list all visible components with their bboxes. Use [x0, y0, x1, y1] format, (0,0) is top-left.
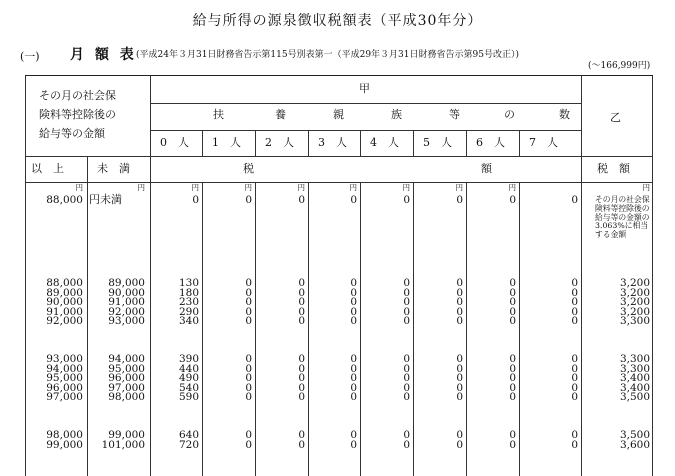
row-from: 98,000 — [46, 429, 83, 441]
row-value-4: 0 — [403, 277, 410, 289]
row-value-3: 0 — [350, 429, 357, 441]
row-value-4: 0 — [403, 372, 410, 385]
row-value-5: 0 — [456, 194, 463, 206]
row-otsu: 3,400 — [619, 372, 650, 385]
row-value-6: 0 — [509, 353, 516, 365]
row-value-0: 720 — [178, 438, 199, 451]
count-col-divider — [308, 130, 309, 156]
amount-label-line-2: 険料等控除後の — [39, 108, 116, 121]
count-col-divider — [466, 130, 467, 156]
row-value-6: 0 — [509, 296, 516, 309]
unit-label: 円 — [508, 183, 516, 192]
unit-label: 円 — [402, 183, 410, 192]
row-to: 91,000 — [108, 296, 145, 309]
row-value-4: 0 — [403, 305, 410, 318]
value-col-divider — [466, 182, 467, 476]
col-divider-otsu — [581, 76, 582, 476]
section-number: (一) — [20, 50, 40, 63]
row-value-4: 0 — [403, 429, 410, 441]
gaku-label: 額 — [481, 162, 492, 175]
row-otsu: 3,200 — [619, 277, 650, 289]
value-col-divider — [519, 182, 520, 476]
count-col-divider — [360, 130, 361, 156]
row-value-6: 0 — [509, 277, 516, 289]
dependents-char: 扶 — [213, 108, 224, 121]
row-value-2: 0 — [298, 277, 305, 289]
zei-label: 税 — [243, 162, 254, 175]
row-otsu: 3,200 — [619, 296, 650, 309]
row-otsu: 3,300 — [619, 315, 650, 328]
row-value-7: 0 — [571, 315, 578, 328]
row-value-4: 0 — [403, 286, 410, 299]
count-label-0: 0 人 — [160, 136, 189, 149]
row-value-5: 0 — [456, 372, 463, 385]
row-value-3: 0 — [350, 372, 357, 385]
row-value-7: 0 — [571, 372, 578, 385]
row-to: 97,000 — [108, 381, 145, 394]
count-label-4: 4 人 — [370, 136, 399, 149]
row-value-3: 0 — [350, 296, 357, 309]
row-value-5: 0 — [456, 438, 463, 451]
row-to: 円未満 — [89, 193, 122, 206]
row-from: 88,000 — [46, 194, 83, 206]
row-value-1: 0 — [245, 438, 252, 451]
section-name: 月 額 表 — [70, 47, 137, 63]
row-value-5: 0 — [456, 429, 463, 441]
row-from: 99,000 — [46, 438, 83, 451]
amount-label-line-1: その月の社会保 — [39, 89, 116, 102]
table-border-left — [25, 76, 26, 476]
table-border-right — [652, 76, 653, 476]
row-value-2: 0 — [298, 353, 305, 365]
count-label-1: 1 人 — [212, 136, 241, 149]
row-value-2: 0 — [298, 362, 305, 375]
value-col-divider — [308, 182, 309, 476]
row-value-5: 0 — [456, 353, 463, 365]
counts-top-rule — [150, 130, 581, 131]
dependents-char: 親 — [333, 108, 344, 121]
row-to: 98,000 — [108, 391, 145, 404]
value-col-divider — [413, 182, 414, 476]
value-col-divider — [360, 182, 361, 476]
row-otsu: 3,500 — [619, 429, 650, 441]
row-value-0: 180 — [178, 286, 199, 299]
row-value-0: 590 — [178, 391, 199, 404]
row-from: 94,000 — [46, 362, 83, 375]
dependents-char: 数 — [559, 108, 570, 121]
row-value-1: 0 — [245, 296, 252, 309]
row-value-1: 0 — [245, 391, 252, 404]
row-to: 93,000 — [108, 315, 145, 328]
row-value-3: 0 — [350, 194, 357, 206]
zeigaku-label: 税 額 — [597, 162, 630, 175]
row-value-2: 0 — [298, 391, 305, 404]
unit-label: 円 — [137, 183, 145, 192]
row-value-7: 0 — [571, 296, 578, 309]
subheader-bottom-rule — [25, 182, 653, 183]
row-value-4: 0 — [403, 315, 410, 328]
section-legal-note: (平成24年３月31日財務省告示第115号別表第一（平成29年３月31日財務省告示第95号改正）) — [136, 50, 519, 60]
row-value-3: 0 — [350, 381, 357, 394]
col-miman-label: 未 満 — [97, 162, 130, 175]
row-from: 89,000 — [46, 286, 83, 299]
row-value-7: 0 — [571, 429, 578, 441]
row-to: 94,000 — [108, 353, 145, 365]
col-divider-amount — [150, 76, 151, 476]
unit-label: 円 — [455, 183, 463, 192]
dependents-char: 養 — [275, 108, 286, 121]
row-to: 89,000 — [108, 277, 145, 289]
row-to: 90,000 — [108, 286, 145, 299]
row-otsu: 3,300 — [619, 353, 650, 365]
row-value-5: 0 — [456, 391, 463, 404]
unit-label: 円 — [642, 183, 650, 192]
row-value-1: 0 — [245, 315, 252, 328]
row-value-0: 130 — [178, 277, 199, 289]
row-to: 95,000 — [108, 362, 145, 375]
row-value-5: 0 — [456, 315, 463, 328]
row-otsu: 3,400 — [619, 381, 650, 394]
row-value-7: 0 — [571, 353, 578, 365]
row-value-1: 0 — [245, 277, 252, 289]
count-label-5: 5 人 — [423, 136, 452, 149]
row-value-7: 0 — [571, 286, 578, 299]
row-value-4: 0 — [403, 353, 410, 365]
row-value-3: 0 — [350, 362, 357, 375]
unit-label: 円 — [191, 183, 199, 192]
row-value-2: 0 — [298, 315, 305, 328]
row-to: 92,000 — [108, 305, 145, 318]
row-from: 90,000 — [46, 296, 83, 309]
ko-underline — [150, 103, 581, 104]
row-value-4: 0 — [403, 438, 410, 451]
row-value-1: 0 — [245, 305, 252, 318]
row-value-6: 0 — [509, 372, 516, 385]
row-value-6: 0 — [509, 391, 516, 404]
row-value-3: 0 — [350, 438, 357, 451]
unit-label: 円 — [244, 183, 252, 192]
row-value-6: 0 — [509, 438, 516, 451]
row-value-5: 0 — [456, 305, 463, 318]
row-value-0: 290 — [178, 305, 199, 318]
row-value-0: 640 — [178, 429, 199, 441]
row-value-0: 230 — [178, 296, 199, 309]
row-value-3: 0 — [350, 391, 357, 404]
page-title: 給与所得の源泉徴収税額表（平成30年分） — [192, 13, 483, 29]
count-col-divider — [519, 130, 520, 156]
row-value-5: 0 — [456, 277, 463, 289]
row-value-7: 0 — [571, 381, 578, 394]
row-value-6: 0 — [509, 315, 516, 328]
count-col-divider — [202, 130, 203, 156]
row-value-6: 0 — [509, 194, 516, 206]
unit-label: 円 — [349, 183, 357, 192]
row-value-2: 0 — [298, 194, 305, 206]
unit-label: 円 — [75, 183, 83, 192]
row-value-1: 0 — [245, 286, 252, 299]
row-value-6: 0 — [509, 429, 516, 441]
count-col-divider — [413, 130, 414, 156]
row-value-7: 0 — [571, 391, 578, 404]
row-value-6: 0 — [509, 381, 516, 394]
row-otsu: 3,600 — [619, 438, 650, 451]
dependents-char: の — [504, 108, 515, 121]
row-value-7: 0 — [571, 362, 578, 375]
amount-label-line-3: 給与等の金額 — [39, 127, 105, 140]
dependents-char: 等 — [449, 108, 460, 121]
withholding-tax-table — [25, 75, 653, 476]
header-bottom-rule — [25, 156, 653, 157]
row-value-5: 0 — [456, 296, 463, 309]
unit-label: 円 — [297, 183, 305, 192]
value-col-divider — [255, 182, 256, 476]
row-value-6: 0 — [509, 305, 516, 318]
row-value-2: 0 — [298, 296, 305, 309]
row-value-1: 0 — [245, 353, 252, 365]
row-value-4: 0 — [403, 296, 410, 309]
count-label-2: 2 人 — [265, 136, 294, 149]
value-col-divider — [202, 182, 203, 476]
row-otsu: 3,300 — [619, 362, 650, 375]
row-to: 101,000 — [101, 438, 145, 451]
row-from: 96,000 — [46, 381, 83, 394]
row-from: 92,000 — [46, 315, 83, 328]
row-from: 95,000 — [46, 372, 83, 385]
row-otsu: 3,200 — [619, 286, 650, 299]
row-to: 99,000 — [108, 429, 145, 441]
row-value-3: 0 — [350, 353, 357, 365]
row-otsu: 3,500 — [619, 391, 650, 404]
row-value-0: 390 — [178, 353, 199, 365]
col-ijou-label: 以 上 — [31, 162, 64, 175]
row-value-1: 0 — [245, 194, 252, 206]
count-col-divider — [255, 130, 256, 156]
row-value-2: 0 — [298, 429, 305, 441]
row-value-3: 0 — [350, 277, 357, 289]
otsu-rate-note: その月の社会保険料等控除後の給与等の金額の3.063%に相当する金額 — [595, 195, 650, 240]
ko-label: 甲 — [359, 82, 370, 95]
row-value-6: 0 — [509, 286, 516, 299]
row-value-1: 0 — [245, 372, 252, 385]
row-value-4: 0 — [403, 362, 410, 375]
row-value-7: 0 — [571, 438, 578, 451]
row-value-2: 0 — [298, 438, 305, 451]
row-value-0: 440 — [178, 362, 199, 375]
row-value-4: 0 — [403, 194, 410, 206]
row-value-1: 0 — [245, 362, 252, 375]
row-value-5: 0 — [456, 362, 463, 375]
row-from: 91,000 — [46, 305, 83, 318]
row-from: 93,000 — [46, 353, 83, 365]
row-value-3: 0 — [350, 286, 357, 299]
row-value-2: 0 — [298, 305, 305, 318]
row-value-0: 340 — [178, 315, 199, 328]
range-note: (〜166,999円) — [588, 61, 651, 71]
row-value-1: 0 — [245, 381, 252, 394]
row-value-4: 0 — [403, 391, 410, 404]
row-otsu: 3,200 — [619, 305, 650, 318]
row-value-7: 0 — [571, 277, 578, 289]
row-to: 96,000 — [108, 372, 145, 385]
row-value-7: 0 — [571, 305, 578, 318]
count-label-7: 7 人 — [529, 136, 558, 149]
row-value-0: 540 — [178, 381, 199, 394]
row-value-1: 0 — [245, 429, 252, 441]
count-label-3: 3 人 — [318, 136, 347, 149]
row-value-3: 0 — [350, 305, 357, 318]
dependents-char: 族 — [391, 108, 402, 121]
row-value-0: 0 — [192, 194, 199, 206]
row-value-7: 0 — [571, 194, 578, 206]
row-value-5: 0 — [456, 286, 463, 299]
row-value-2: 0 — [298, 381, 305, 394]
row-value-4: 0 — [403, 381, 410, 394]
row-from: 88,000 — [46, 277, 83, 289]
row-value-2: 0 — [298, 286, 305, 299]
count-label-6: 6 人 — [476, 136, 505, 149]
row-value-5: 0 — [456, 381, 463, 394]
row-from: 97,000 — [46, 391, 83, 404]
row-value-0: 490 — [178, 372, 199, 385]
row-value-3: 0 — [350, 315, 357, 328]
row-value-6: 0 — [509, 362, 516, 375]
row-value-2: 0 — [298, 372, 305, 385]
otsu-label: 乙 — [610, 111, 621, 124]
